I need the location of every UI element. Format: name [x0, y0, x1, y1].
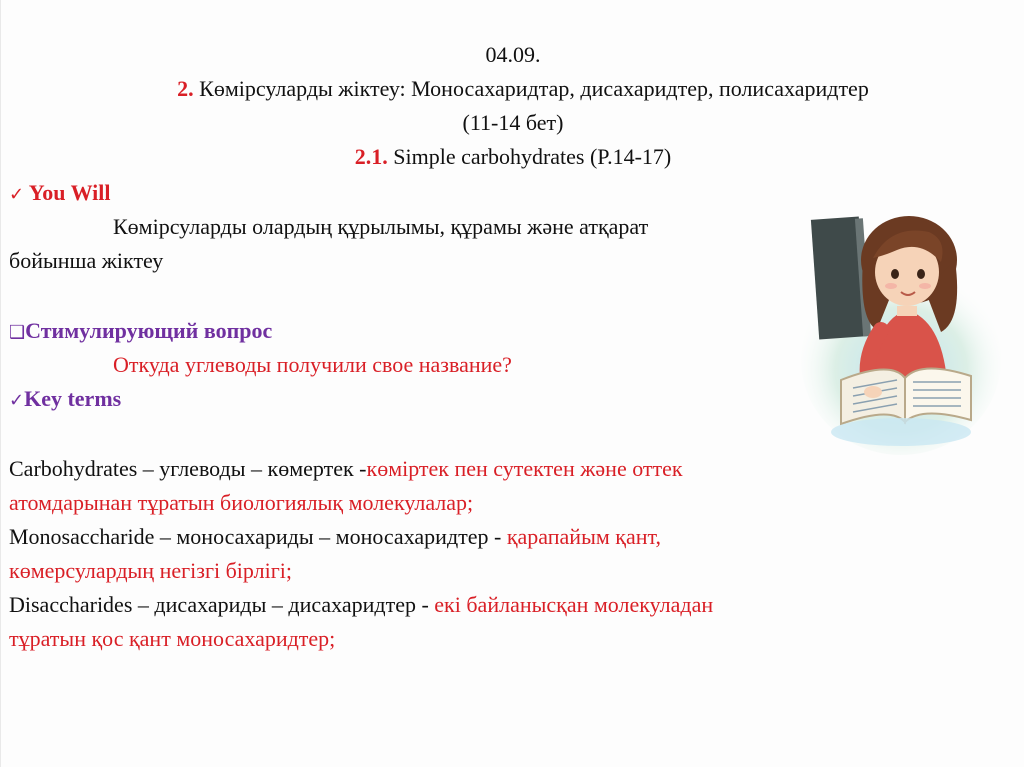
topic-heading [21, 72, 1024, 106]
term-carbohydrates-def: атомдарынан тұратын биологиялық молекулалар; [9, 490, 474, 515]
checkmark-icon: ✓ [9, 390, 25, 411]
subtopic-number: 2.1. [354, 144, 388, 169]
term-carbohydrates: Carbohydrates – углеводы – көмертек -көміртек пен сутектен және оттек [9, 456, 683, 481]
date-heading: 04.09. [485, 42, 541, 67]
subtopic-heading [1, 140, 1024, 174]
question-label: Стимулирующий вопрос [25, 318, 273, 343]
term-monosaccharide-def: көмерсулардың негізгі бірлігі; [9, 558, 292, 583]
you-will-heading [9, 176, 111, 212]
girl-reading-book-icon [801, 210, 1001, 470]
term-disaccharides: Disaccharides – дисахариды – дисахаридтер - екі байланысқан молекуладан [9, 592, 714, 617]
checkbox-bullet-icon: ❑ [9, 322, 26, 343]
topic-number: 2. [177, 76, 194, 101]
key-terms-heading [9, 382, 121, 418]
you-will-text-line1: Көмірсуларды олардың құрылымы, құрамы және атқарат [113, 214, 649, 239]
key-terms-label: Key terms [24, 386, 122, 411]
topic-pages: (11-14 бет) [462, 110, 564, 135]
you-will-label: You Will [24, 180, 111, 205]
topic-text: Көмірсуларды жіктеу: Моносахаридтар, дисахаридтер, полисахаридтер [193, 76, 869, 101]
term-disaccharides-def: тұратын қос қант моносахаридтер; [9, 626, 336, 651]
question-text: Откуда углеводы получили свое название? [113, 352, 512, 377]
subtopic-text: Simple carbohydrates (P.14-17) [387, 144, 672, 169]
term-monosaccharide: Monosaccharide – моносахариды – моносахаридтер - қарапайым қант, [9, 524, 661, 549]
checkmark-icon: ✓ [9, 184, 25, 205]
you-will-text-line2: бойынша жіктеу [9, 248, 164, 273]
question-heading [9, 314, 272, 350]
